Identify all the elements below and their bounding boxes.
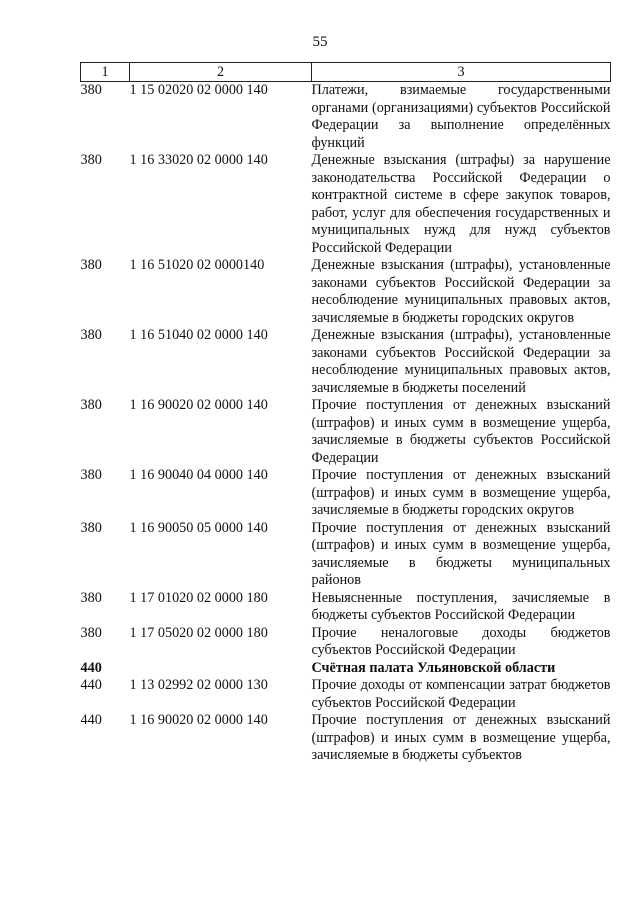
table-row bbox=[81, 677, 611, 712]
description-cell: Платежи, взимаемые государственными органами (организациями) субъектов Российской Федерации за выполнение определённых функций bbox=[311, 82, 611, 151]
table-row bbox=[81, 712, 611, 765]
admin-code-cell: 380 bbox=[80, 152, 102, 168]
admin-code-cell: 380 bbox=[80, 519, 102, 536]
header-col-1: 1 bbox=[81, 63, 130, 82]
revenue-code-cell: 1 17 05020 02 0000 180 bbox=[129, 624, 268, 641]
revenue-code-cell: 1 16 51040 02 0000 140 bbox=[129, 327, 268, 343]
description-cell: Прочие поступления от денежных взысканий (штрафов) и иных сумм в возмещение ущерба, зачисляемые в бюджеты субъектов Российской Федерации bbox=[311, 397, 611, 466]
admin-code-cell: 440 bbox=[80, 677, 102, 693]
description-cell: Денежные взыскания (штрафы), установленные законами субъектов Российской Федерации за несоблюдение муниципальных правовых актов, зачисляемые в бюджеты поселений bbox=[311, 327, 611, 396]
table-row bbox=[81, 397, 611, 467]
description-cell: Прочие доходы от компенсации затрат бюджетов субъектов Российской Федерации bbox=[311, 677, 611, 711]
admin-code-cell: 380 bbox=[80, 624, 102, 641]
revenue-code-cell: 1 15 02020 02 0000 140 bbox=[129, 82, 268, 98]
table-row bbox=[81, 590, 611, 625]
description-cell: Прочие поступления от денежных взысканий (штрафов) и иных сумм в возмещение ущерба, зачисляемые в бюджеты субъектов bbox=[311, 712, 611, 763]
description-cell: Прочие поступления от денежных взысканий (штрафов) и иных сумм в возмещение ущерба, зачисляемые в бюджеты муниципальных районов bbox=[311, 519, 611, 588]
table-row bbox=[81, 82, 611, 153]
revenue-code-cell: 1 16 90020 02 0000 140 bbox=[129, 712, 268, 728]
section-heading-row bbox=[81, 660, 611, 678]
header-col-3: 3 bbox=[312, 63, 611, 82]
section-title: Счётная палата Ульяновской области bbox=[311, 659, 556, 676]
description-cell: Невыясненные поступления, зачисляемые в бюджеты субъектов Российской Федерации bbox=[311, 589, 611, 623]
revenue-code-cell bbox=[130, 660, 312, 678]
header-col-2: 2 bbox=[130, 63, 312, 82]
admin-code-cell: 380 bbox=[80, 82, 102, 98]
revenue-code-cell: 1 16 51020 02 0000140 bbox=[129, 257, 265, 273]
description-cell: Денежные взыскания (штрафы), установленные законами субъектов Российской Федерации за несоблюдение муниципальных правовых актов, зачисляемые в бюджеты городских округов bbox=[311, 257, 611, 326]
table-row bbox=[81, 467, 611, 520]
description-cell: Прочие поступления от денежных взысканий (штрафов) и иных сумм в возмещение ущерба, зачисляемые в бюджеты городских округов bbox=[311, 467, 611, 518]
admin-code-cell: 380 bbox=[80, 467, 102, 483]
revenue-code-cell: 1 13 02992 02 0000 130 bbox=[129, 677, 268, 693]
admin-code-cell: 440 bbox=[80, 712, 102, 728]
revenue-code-cell: 1 16 33020 02 0000 140 bbox=[129, 152, 268, 168]
admin-code-cell: 380 bbox=[80, 589, 102, 606]
page-number: 55 bbox=[312, 34, 328, 50]
table-row bbox=[81, 520, 611, 590]
revenue-code-cell: 1 17 01020 02 0000 180 bbox=[129, 589, 268, 606]
revenue-code-cell: 1 16 90020 02 0000 140 bbox=[129, 397, 268, 413]
description-cell: Денежные взыскания (штрафы) за нарушение законодательства Российской Федерации о контрактной системе в сфере закупок товаров, работ, услуг для обеспечения государственных и муниципальных нужд для нужд субъектов Российской Федерации bbox=[311, 152, 611, 256]
revenue-codes-table bbox=[80, 62, 611, 765]
table-row bbox=[81, 625, 611, 660]
description-cell: Прочие неналоговые доходы бюджетов субъектов Российской Федерации bbox=[311, 624, 611, 658]
admin-code-cell: 380 bbox=[80, 397, 102, 413]
revenue-code-cell: 1 16 90040 04 0000 140 bbox=[129, 467, 268, 483]
table-header bbox=[81, 63, 611, 82]
table-row bbox=[81, 327, 611, 397]
table-row bbox=[81, 152, 611, 257]
table-body bbox=[81, 82, 611, 765]
admin-code-cell: 440 bbox=[80, 659, 102, 676]
admin-code-cell: 380 bbox=[80, 327, 102, 343]
admin-code-cell: 380 bbox=[80, 257, 102, 273]
revenue-code-cell: 1 16 90050 05 0000 140 bbox=[129, 519, 268, 536]
table-row bbox=[81, 257, 611, 327]
table-header-row bbox=[81, 63, 611, 82]
